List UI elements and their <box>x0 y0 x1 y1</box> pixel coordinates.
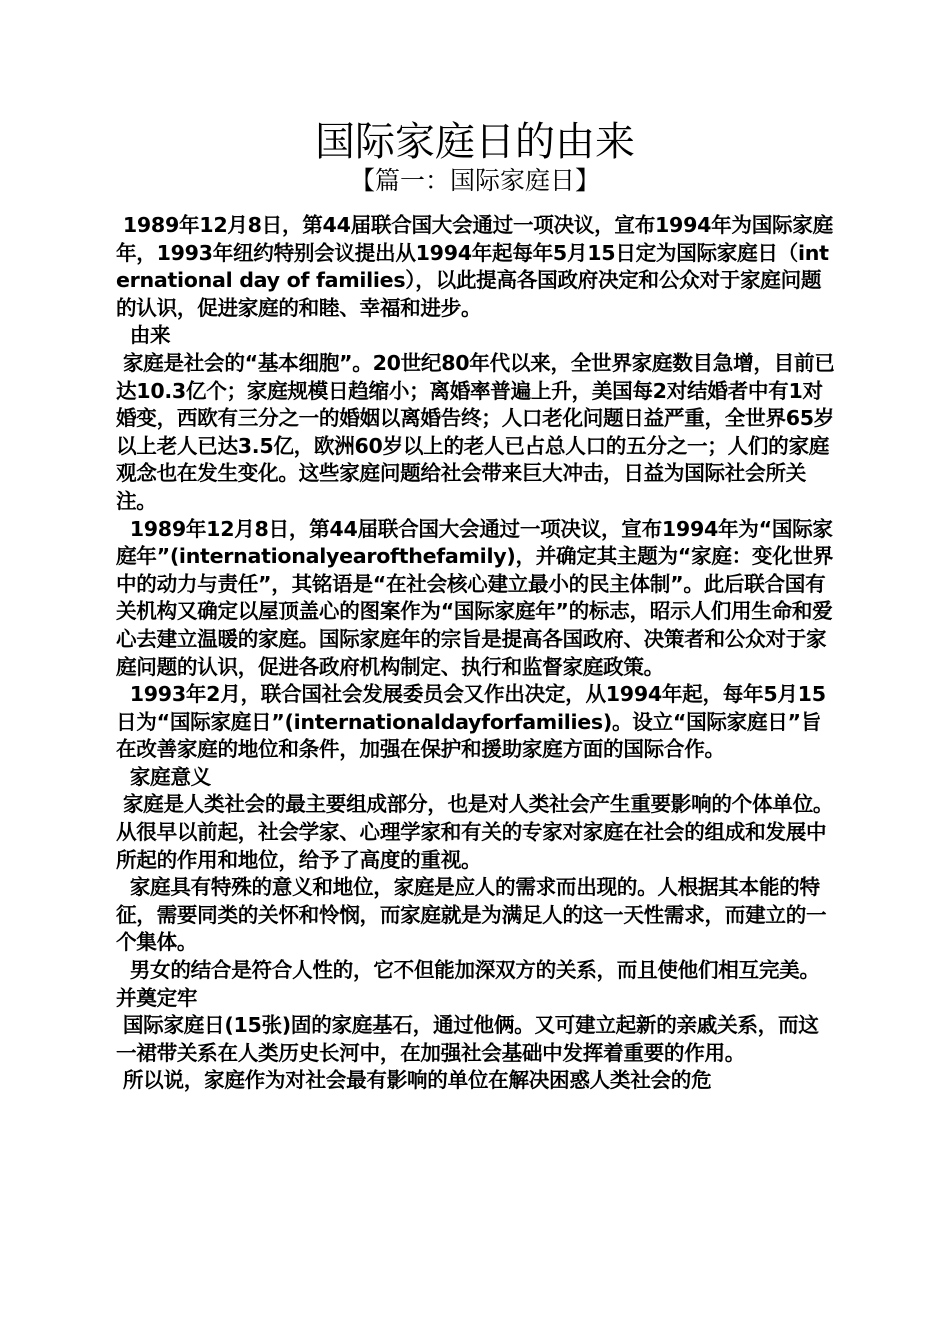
paragraph-intro: 1989年12月8日，第44届联合国大会通过一项决议，宣布1994年为国际家庭年，1993年纽约特别会议提出从1994年起每年5月15日定为国际家庭日（international day of families），以此提高各国政府决定和公众对于家庭问题的认识，促进家庭的和睦、幸福和进步。 <box>116 213 833 320</box>
paragraph-origin-3: 1993年2月，联合国社会发展委员会又作出决定，从1994年起，每年5月15日为“国际家庭日”(internationaldayforfamilies)。设立“国际家庭日”旨在改善家庭的地位和条件，加强在保护和援助家庭方面的国际合作。 <box>116 682 826 762</box>
section-heading-meaning: 家庭意义 <box>116 764 211 789</box>
paragraph-meaning-3: 男女的结合是符合人性的，它不但能加深双方的关系，而且使他们相互完美。并奠定牢 <box>116 958 820 1010</box>
paragraph-origin-2: 1989年12月8日，第44届联合国大会通过一项决议，宣布1994年为“国际家庭年”(internationalyearofthefamily)，并确定其主题为“家庭：变化世界中的动力与责任”，其铭语是“在社会核心建立最小的民主体制”。此后联合国有关机构又确定以屋顶盖心的图案作为“国际家庭年”的标志，昭示人们用生命和爱心去建立温暖的家庭。国际家庭年的宗旨是提高各国政府、决策者和公众对于家庭问题的认识，促进各政府机构制定、执行和监督家庭政策。 <box>116 516 834 679</box>
document-title: 国际家庭日的由来 <box>315 119 635 165</box>
paragraph-meaning-4: 国际家庭日(15张)固的家庭基石，通过他俩。又可建立起新的亲戚关系，而这一裙带关系在人类历史长河中，在加强社会基础中发挥着重要的作用。 <box>116 1013 819 1065</box>
paragraph-meaning-5: 所以说，家庭作为对社会最有影响的单位在解决困惑人类社会的危 <box>116 1068 712 1093</box>
document-body <box>116 212 838 1095</box>
document-subtitle: 【篇一：国际家庭日】 <box>349 166 600 195</box>
paragraph-meaning-1: 家庭是人类社会的最主要组成部分，也是对人类社会产生重要影响的个体单位。从很早以前起，社会学家、心理学家和有关的专家对家庭在社会的组成和发展中所起的作用和地位，给予了高度的重视。 <box>116 792 834 872</box>
section-heading-origin: 由来 <box>116 323 171 348</box>
paragraph-meaning-2: 家庭具有特殊的意义和地位，家庭是应人的需求而出现的。人根据其本能的特征，需要同类的关怀和怜悯，而家庭就是为满足人的这一天性需求，而建立的一个集体。 <box>116 875 827 955</box>
paragraph-origin-1: 家庭是社会的“基本细胞”。20世纪80年代以来，全世界家庭数目急增，目前已达10.3亿个；家庭规模日趋缩小；离婚率普遍上升，美国每2对结婚者中有1对婚变，西欧有三分之一的婚姻以离婚告终；人口老化问题日益严重，全世界65岁以上老人已达3.5亿，欧洲60岁以上的老人已占总人口的五分之一；人们的家庭观念也在发生变化。这些家庭问题给社会带来巨大冲击，日益为国际社会所关注。 <box>116 350 835 513</box>
